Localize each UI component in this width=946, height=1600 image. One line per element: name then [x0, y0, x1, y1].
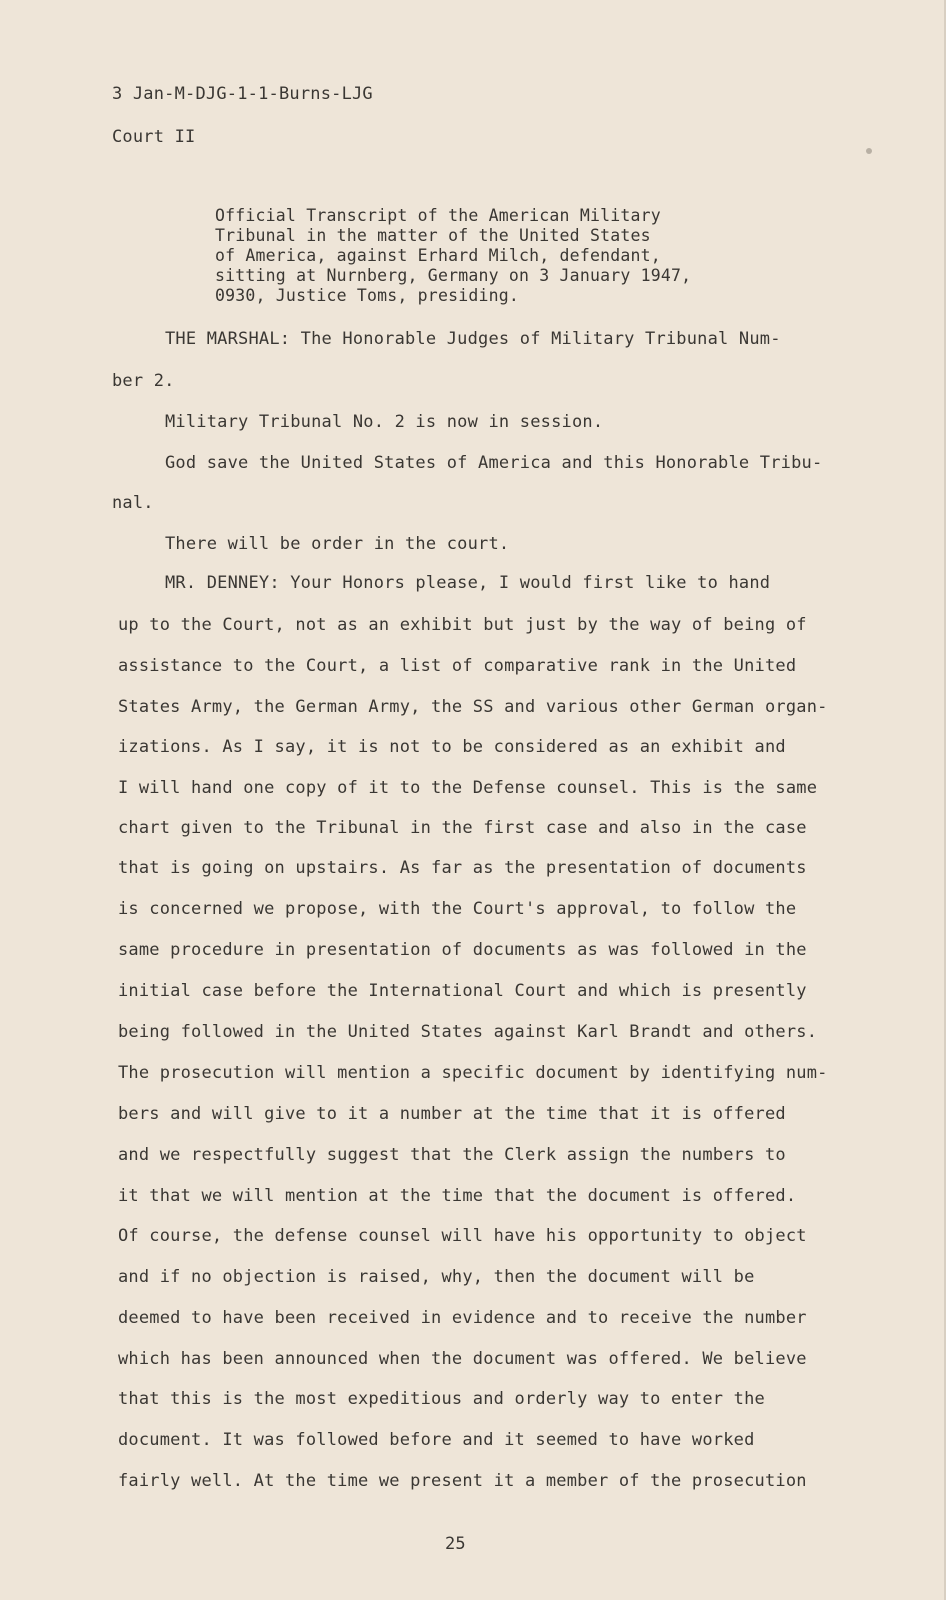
transcript-line: and we respectfully suggest that the Clerk assign the numbers to [118, 1145, 786, 1165]
transcript-line: that this is the most expeditious and orderly way to enter the [118, 1389, 765, 1409]
transcript-line: is concerned we propose, with the Court's approval, to follow the [118, 899, 797, 919]
transcript-line: that is going on upstairs. As far as the presentation of documents [118, 858, 807, 878]
transcript-line: THE MARSHAL: The Honorable Judges of Military Tribunal Num- [165, 329, 781, 349]
transcript-line: and if no objection is raised, why, then the document will be [118, 1267, 755, 1287]
transcript-line: up to the Court, not as an exhibit but just by the way of being of [118, 615, 807, 635]
transcript-line: assistance to the Court, a list of comparative rank in the United [118, 656, 797, 676]
transcript-line: same procedure in presentation of documents as was followed in the [118, 940, 807, 960]
transcript-line: ber 2. [112, 371, 175, 391]
transcript-line: MR. DENNEY: Your Honors please, I would first like to hand [165, 573, 771, 593]
header-court: Court II [112, 127, 196, 147]
transcript-line: initial case before the International Court and which is presently [118, 981, 807, 1001]
heading-line: 0930, Justice Toms, presiding. [215, 286, 520, 305]
transcript-line: There will be order in the court. [165, 534, 510, 554]
transcript-line: Of course, the defense counsel will have his opportunity to object [118, 1226, 807, 1246]
transcript-line: document. It was followed before and it seemed to have worked [118, 1430, 755, 1450]
transcript-line: Military Tribunal No. 2 is now in session. [165, 412, 604, 432]
heading-line: Tribunal in the matter of the United States [215, 226, 651, 245]
transcript-line: nal. [112, 493, 154, 513]
header-reference: 3 Jan-M-DJG-1-1-Burns-LJG [112, 84, 373, 104]
transcript-line: izations. As I say, it is not to be considered as an exhibit and [118, 737, 786, 757]
transcript-line: deemed to have been received in evidence and to receive the number [118, 1308, 807, 1328]
heading-line: of America, against Erhard Milch, defendant, [215, 246, 661, 265]
transcript-line: being followed in the United States against Karl Brandt and others. [118, 1022, 818, 1042]
heading-line: Official Transcript of the American Military [215, 206, 661, 225]
heading-line: sitting at Nurnberg, Germany on 3 January 1947, [215, 266, 692, 285]
transcript-line: I will hand one copy of it to the Defense counsel. This is the same [118, 778, 818, 798]
paper-speck [866, 148, 872, 154]
transcript-line: States Army, the German Army, the SS and various other German organ- [118, 697, 828, 717]
transcript-line: The prosecution will mention a specific document by identifying num- [118, 1063, 828, 1083]
transcript-line: fairly well. At the time we present it a member of the prosecution [118, 1471, 807, 1491]
transcript-line: God save the United States of America and this Honorable Tribu- [165, 453, 823, 473]
transcript-line: which has been announced when the document was offered. We believe [118, 1349, 807, 1369]
page-number: 25 [445, 1534, 466, 1554]
transcript-line: chart given to the Tribunal in the first case and also in the case [118, 818, 807, 838]
transcript-line: bers and will give to it a number at the time that it is offered [118, 1104, 786, 1124]
transcript-line: it that we will mention at the time that the document is offered. [118, 1186, 797, 1206]
